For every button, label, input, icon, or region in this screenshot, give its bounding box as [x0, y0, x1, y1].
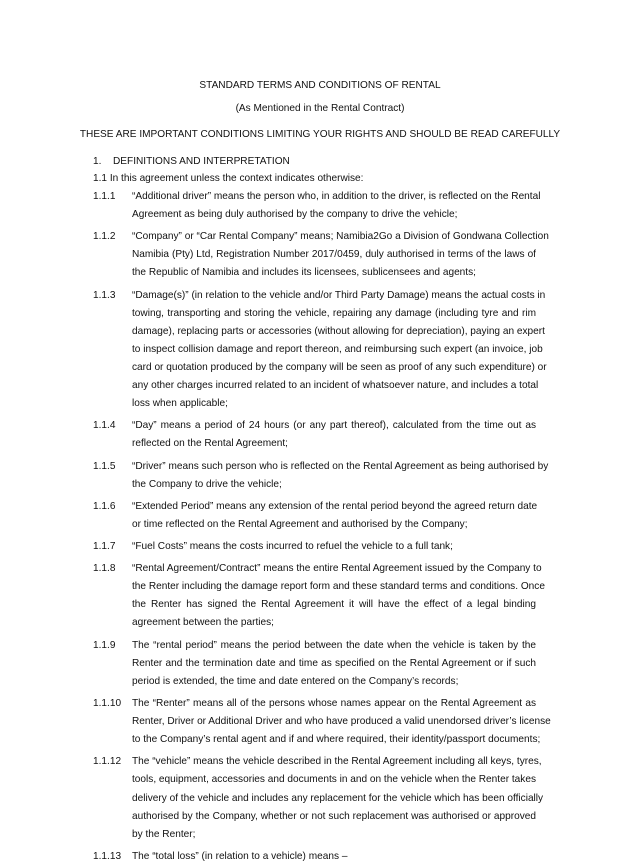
- document-subtitle: (As Mentioned in the Rental Contract): [235, 103, 405, 114]
- clause-line: agreement between the parties;: [132, 617, 274, 629]
- clause-line: “Rental Agreement/Contract” means the entire Rental Agreement issued by the Company to: [132, 563, 542, 575]
- clause-text: [132, 188, 541, 224]
- clause-line: “Damage(s)” (in relation to the vehicle and/or Third Party Damage) means the actual costs in: [132, 289, 546, 301]
- clause-line: any other charges incurred related to an incident of whatsoever nature, and includes a total: [132, 379, 539, 391]
- clause-text: [132, 417, 536, 453]
- clause-line: the Company to drive the vehicle;: [132, 478, 282, 490]
- clause-number: 1.1.2: [93, 231, 116, 243]
- clause-line: by the Renter;: [132, 828, 196, 840]
- clause-line: “Day” means a period of 24 hours (or any part thereof), calculated from the time out as: [132, 420, 536, 432]
- section-title: DEFINITIONS AND INTERPRETATION: [113, 156, 290, 167]
- clause-number: 1.1.7: [93, 541, 116, 553]
- clause-line: The “vehicle” means the vehicle described in the Rental Agreement including all keys, tyres,: [132, 756, 542, 768]
- clause-text: [132, 498, 536, 534]
- clause-text: [132, 753, 544, 843]
- clause-line: authorised by the Company, whether or not such replacement was authorised or approved: [132, 810, 536, 822]
- clause-line: Agreement as being duly authorised by the company to drive the vehicle;: [132, 209, 458, 221]
- clause-text: [132, 458, 549, 494]
- clause-text: [132, 228, 549, 282]
- clause-line: to inspect collision damage and report thereon, and reimbursing such expert (an invoice, job: [132, 343, 543, 355]
- clause-line: Renter, Driver or Additional Driver and who have produced a valid unendorsed driver’s license: [132, 716, 551, 728]
- clause-line: “Fuel Costs” means the costs incurred to refuel the vehicle to a full tank;: [132, 541, 453, 553]
- important-warning: THESE ARE IMPORTANT CONDITIONS LIMITING YOUR RIGHTS AND SHOULD BE READ CAREFULLY: [79, 129, 561, 140]
- clause-line: The “rental period” means the period between the date when the vehicle is taken by the: [132, 639, 536, 651]
- clause-number: 1.1.13: [93, 850, 122, 862]
- section-heading: [93, 153, 290, 171]
- clause-line: card or quotation produced by the company will be seen as proof of any such expenditure) or: [132, 361, 547, 373]
- clause-text: [132, 560, 545, 632]
- clause-line: loss when applicable;: [132, 397, 228, 409]
- clause-number: 1.1.3: [93, 289, 116, 301]
- clause-text: [132, 695, 551, 749]
- clause-line: to the Company’s rental agent and if and where required, their identity/passport documents;: [132, 734, 541, 746]
- clause-number: 1.1.9: [93, 639, 116, 651]
- clause-line: “Additional driver” means the person who, in addition to the driver, is reflected on the Rental: [132, 191, 541, 202]
- clause-number: 1.1.1: [93, 191, 116, 202]
- clause-line: the Republic of Namibia and includes its licensees, sublicensees and agents;: [132, 267, 476, 279]
- clause-text: [132, 848, 536, 866]
- clause-number: 1.1.4: [93, 420, 116, 432]
- clause-line: period is extended, the time and date entered on the Company’s records;: [132, 675, 459, 687]
- clause-number: 1.1.12: [93, 756, 122, 768]
- clause-text: [132, 538, 536, 556]
- document-title: STANDARD TERMS AND CONDITIONS OF RENTAL: [199, 80, 441, 91]
- clause-line: “Company” or “Car Rental Company” means; Namibia2Go a Division of Gondwana Collection: [132, 231, 549, 243]
- clause-number: 1.1.5: [93, 460, 116, 472]
- clause-line: “Extended Period” means any extension of the rental period beyond the agreed return date: [132, 500, 538, 512]
- clause-line: “Driver” means such person who is reflected on the Rental Agreement as being authorised by: [132, 460, 549, 472]
- clause-number: 1.1.8: [93, 563, 116, 575]
- clause-line: towing, transporting and storing the vehicle, repairing any damage (including tyre and rim: [132, 307, 536, 319]
- clause-line: delivery of the vehicle and includes any replacement for the vehicle which has been officially: [132, 792, 544, 804]
- section-number: 1.: [93, 156, 102, 167]
- clause-line: damage), replacing parts or accessories (without allowing for depreciation), paying an expert: [132, 325, 545, 337]
- clause-number: 1.1.10: [93, 698, 122, 710]
- clause-line: The “total loss” (in relation to a vehicle) means –: [132, 850, 348, 862]
- clause-number: 1.1.6: [93, 500, 116, 512]
- clause-line: the Renter including the damage report form and these standard terms and conditions. Once: [132, 581, 545, 593]
- clause-line: reflected on the Rental Agreement;: [132, 438, 288, 450]
- clause-line: the Renter has signed the Rental Agreement it will have the effect of a legal binding: [132, 599, 536, 611]
- clause-text: [132, 637, 536, 691]
- clause-line: The “Renter” means all of the persons whose names appear on the Rental Agreement as: [132, 698, 536, 710]
- clause-line: Namibia (Pty) Ltd, Registration Number 2017/0459, duly authorised in terms of the laws of: [132, 249, 536, 261]
- clause-line: or time reflected on the Rental Agreement and authorised by the Company;: [132, 518, 468, 530]
- clause-line: tools, equipment, accessories and documents in and on the vehicle when the Renter takes: [132, 774, 536, 786]
- clause-text: [132, 287, 547, 413]
- clause-line: Renter and the termination date and time as specified on the Rental Agreement or if such: [132, 657, 536, 669]
- section-intro: 1.1 In this agreement unless the context indicates otherwise:: [93, 173, 364, 184]
